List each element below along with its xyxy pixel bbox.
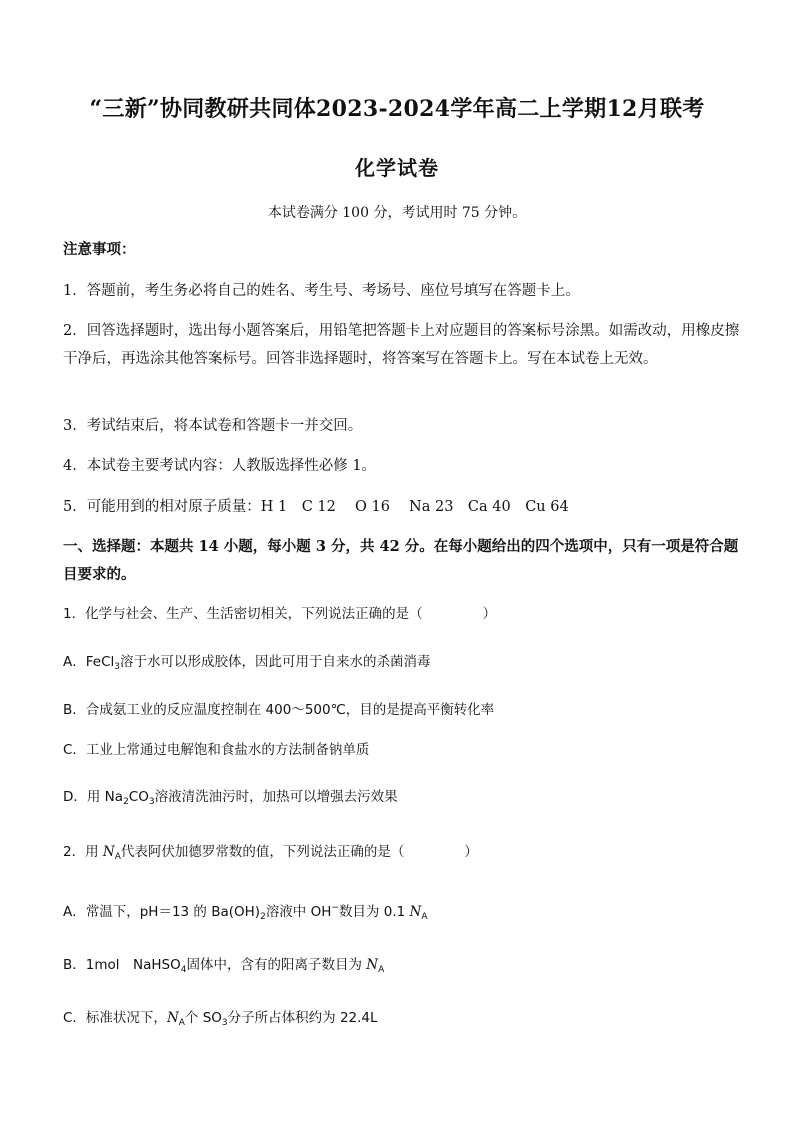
q2-b-na-symbol: N: [366, 957, 379, 973]
q2-b-text: B．1mol NaHSO: [63, 957, 181, 973]
q1-a-subscript: 3: [114, 662, 120, 672]
q2-b-subscript: 4: [180, 965, 187, 975]
note-item-3: 3．考试结束后，将本试卷和答题卡一并交回。: [63, 418, 363, 434]
q2-c-na-symbol: N: [166, 1010, 179, 1026]
q1-a-rest: 溶于水可以形成胶体，因此可用于自来水的杀菌消毒: [119, 654, 431, 670]
q2-a-text: A．常温下，pH＝13 的 Ba: [63, 904, 229, 920]
q2-a-rest: 数目为 0.1: [338, 904, 410, 920]
exam-title: “三新”协同教研共同体2023-2024学年高二上学期12月联考: [89, 96, 705, 122]
q1-d-rest: 溶液清洗油污时，加热可以增强去污效果: [154, 789, 398, 805]
q2-b-rest: 固体中，含有的阳离子数目为: [186, 957, 367, 973]
q2-c-na-subscript: A: [178, 1018, 185, 1028]
note-item-1: 1．答题前，考生务必将自己的姓名、考生号、考场号、座位号填写在答题卡上。: [63, 283, 580, 299]
q2-option-b[interactable]: [63, 951, 743, 984]
q2-a-hydroxide: (OH): [228, 904, 261, 920]
note-item-5: 5．可能用到的相对原子质量：H 1 C 12 O 16 Na 23 Ca 40 Cu 64: [63, 499, 569, 515]
q1-d-text: D．用 Na: [63, 789, 124, 805]
q2-option-c[interactable]: [63, 1004, 743, 1037]
q2-stem-text: 代表阿伏加德罗常数的值，下列说法正确的是（: [120, 844, 405, 860]
q2-c-rest: 分子所占体积约为 22.4L: [227, 1010, 378, 1026]
q1-option-d[interactable]: [63, 783, 743, 816]
q2-a-na-subscript: A: [421, 912, 428, 922]
subject-title: 化学试卷: [355, 156, 439, 180]
q2-stem-close: ）: [464, 844, 478, 860]
q2-na-subscript: A: [114, 852, 121, 862]
q2-a-mid: 溶液中 OH: [265, 904, 332, 920]
q2-na-symbol: N: [102, 844, 115, 860]
notes-heading: 注意事项：: [63, 241, 136, 258]
q2-c-mid: 个 SO: [184, 1010, 222, 1026]
q2-a-superscript: −: [331, 903, 339, 913]
exam-info: 本试卷满分 100 分，考试用时 75 分钟。: [267, 205, 527, 221]
note-item-2: 2．回答选择题时，选出每小题答案后，用铅笔把答题卡上对应题目的答案标号涂黑。如需改动，用橡皮擦干净后，再选涂其他答案标号。回答非选择题时，将答案写在答题卡上。写在本试卷上无效。: [63, 323, 740, 367]
q2-option-a[interactable]: [63, 894, 743, 931]
note-item-4: 4．本试卷主要考试内容：人教版选择性必修 1。: [63, 458, 377, 474]
q2-b-na-subscript: A: [378, 965, 385, 975]
q1-option-a[interactable]: [63, 648, 743, 681]
question-2-stem: [63, 838, 743, 871]
section-heading: 一、选择题：本题共 14 小题，每小题 3 分，共 42 分。在每小题给出的四个选项中，只有一项是符合题目要求的。: [63, 538, 739, 583]
q2-c-subscript: 3: [221, 1018, 228, 1028]
question-1-stem: [63, 600, 743, 628]
q2-c-text: C．标准状况下，: [63, 1010, 167, 1026]
q1-option-b[interactable]: B．合成氨工业的反应温度控制在 400～500℃，目的是提高平衡转化率: [63, 702, 495, 718]
q1-d-subscript-2: 3: [148, 797, 155, 807]
q1-d-mid: CO: [128, 789, 149, 805]
q2-a-subscript: 2: [260, 912, 266, 922]
q2-stem-pre: 2．用: [63, 844, 103, 860]
q1-d-subscript-1: 2: [123, 797, 129, 807]
q1-a-text: A．FeCl: [63, 654, 115, 670]
q1-stem-text: 1．化学与社会、生产、生活密切相关，下列说法正确的是（: [63, 606, 423, 622]
q1-stem-close: ）: [482, 606, 497, 622]
q2-a-na-symbol: N: [409, 904, 422, 920]
q1-option-c[interactable]: C．工业上常通过电解饱和食盐水的方法制备钠单质: [63, 742, 370, 758]
